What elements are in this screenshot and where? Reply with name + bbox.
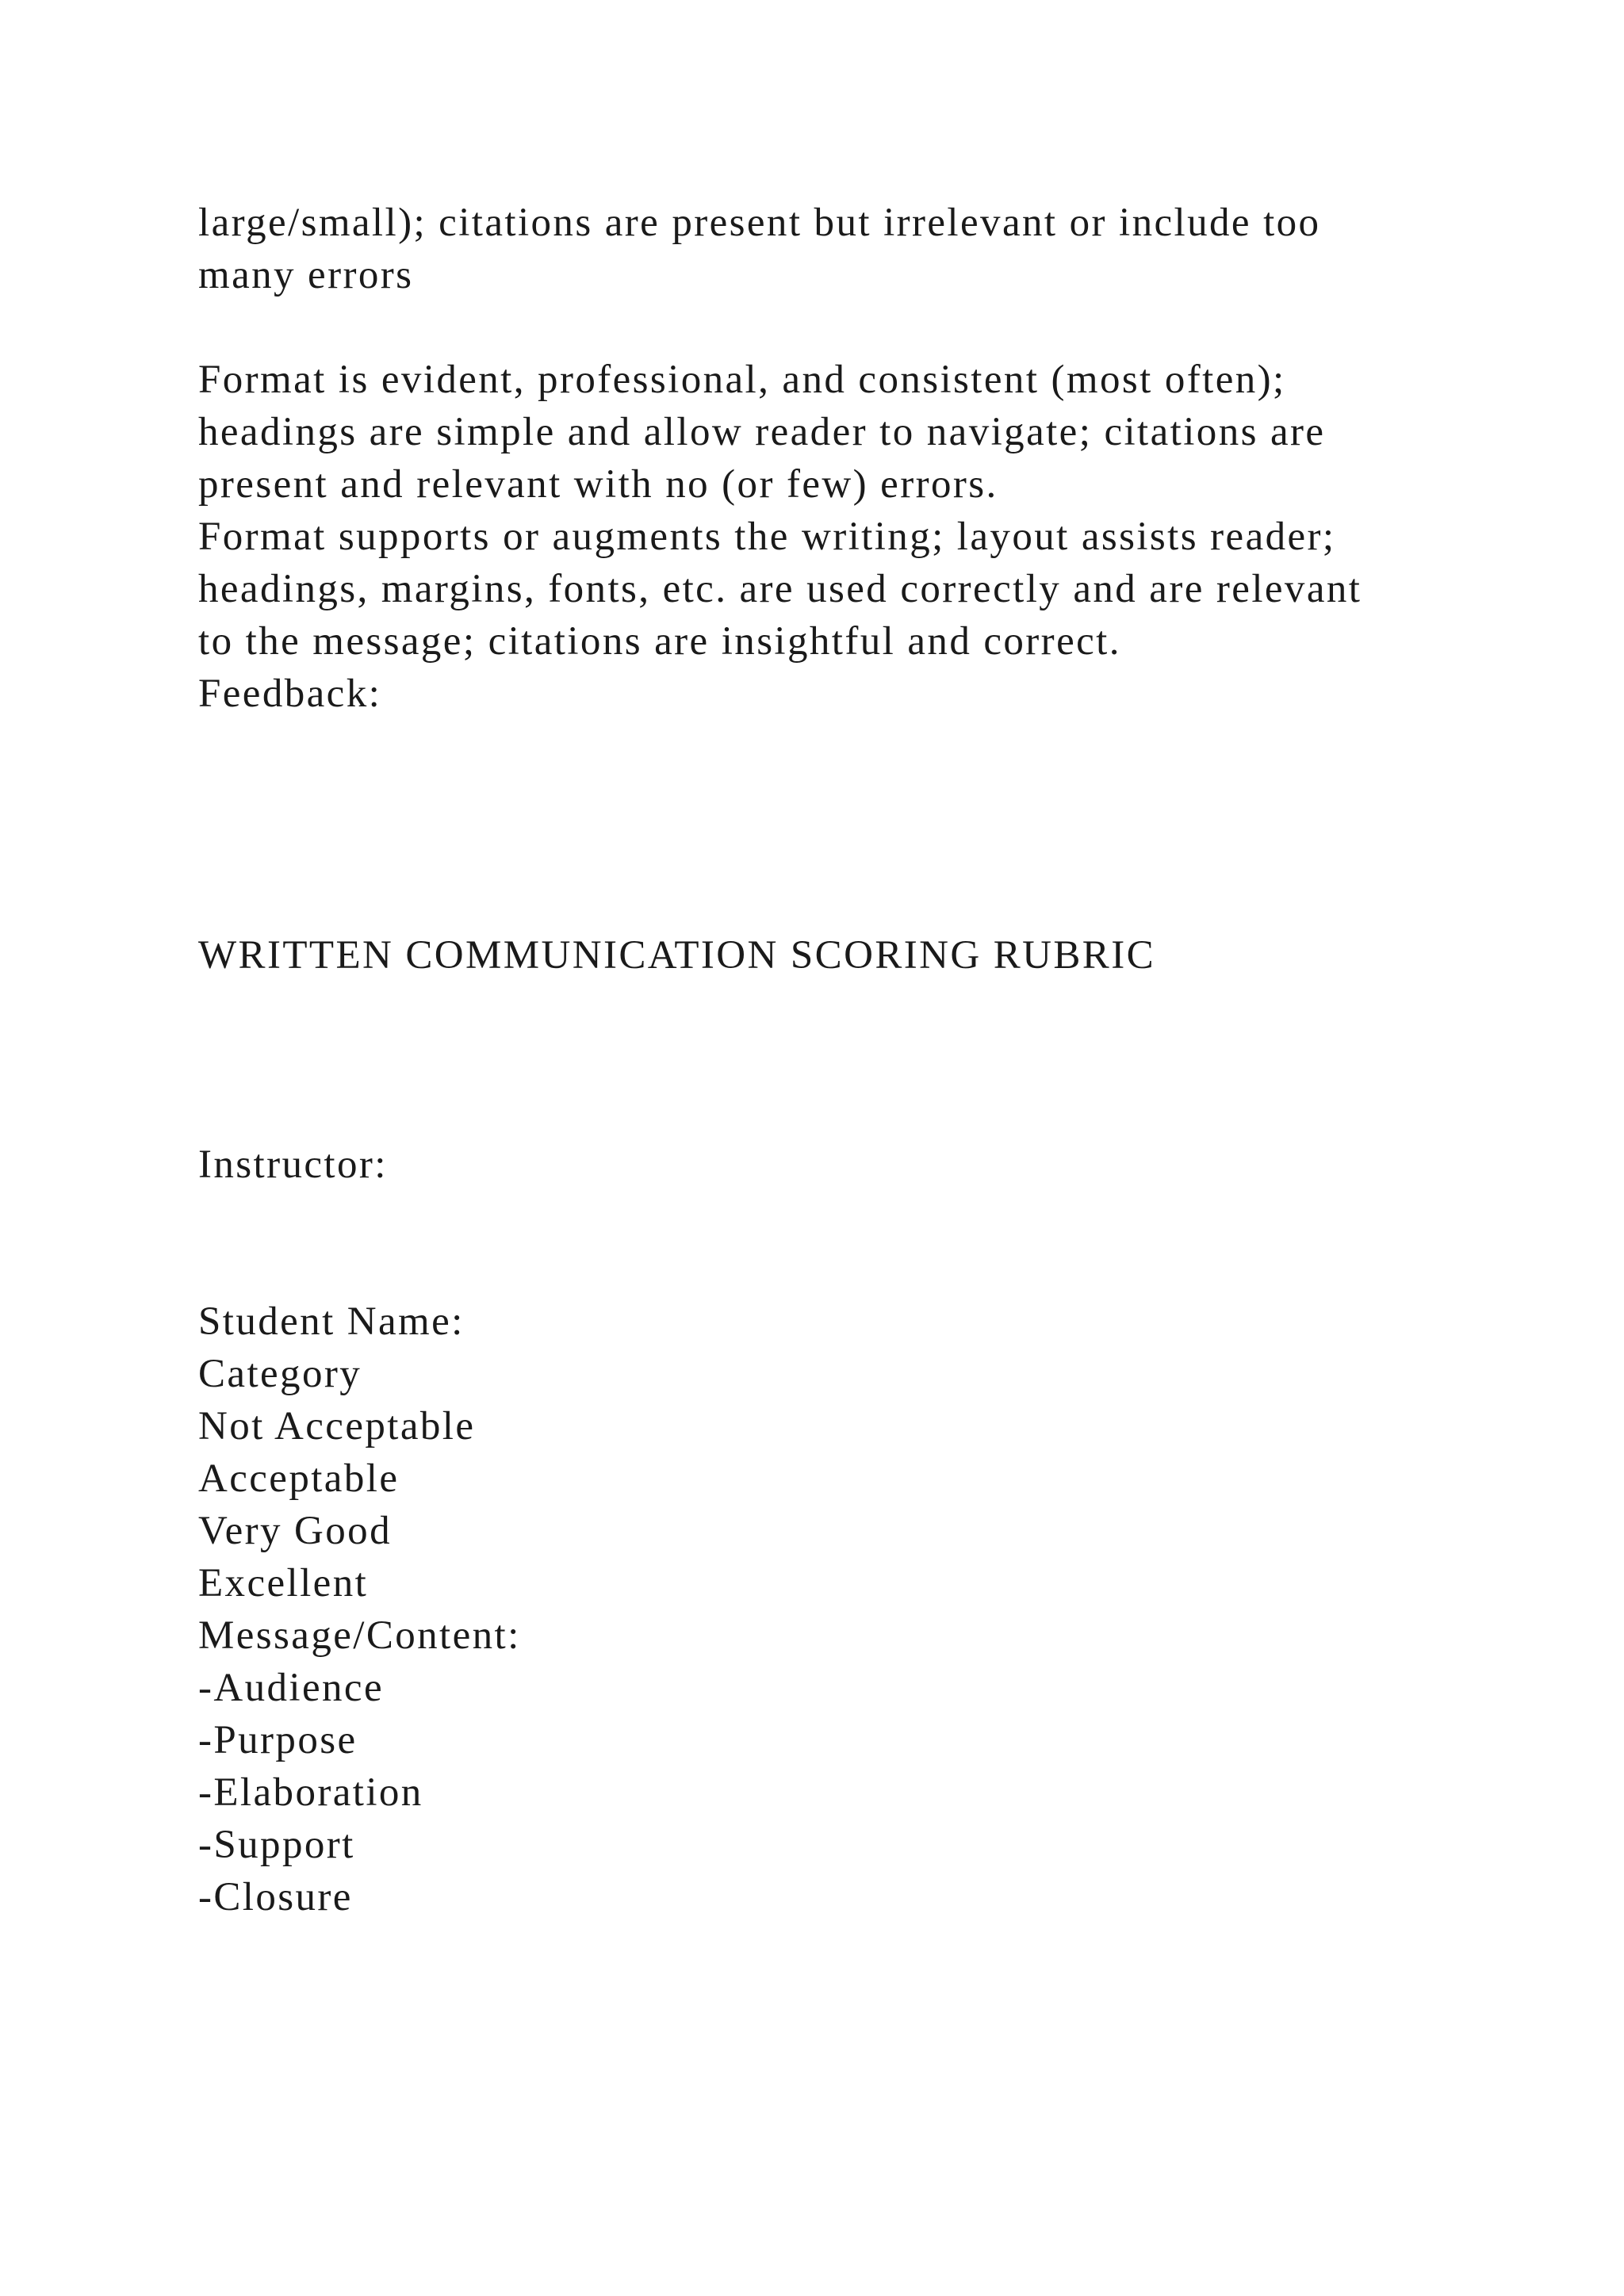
table-header-category: Category	[198, 1352, 362, 1396]
excellent-line-3: to the message; citations are insightful and correct.	[198, 619, 1121, 664]
message-content-item-purpose: -Purpose	[198, 1718, 358, 1762]
very-good-line-2: headings are simple and allow reader to navigate; citations are	[198, 410, 1326, 454]
message-content-item-support: -Support	[198, 1823, 355, 1867]
message-content-label: Message/Content:	[198, 1613, 521, 1658]
student-name-label: Student Name:	[198, 1299, 465, 1344]
rubric-title: WRITTEN COMMUNICATION SCORING RUBRIC	[198, 933, 1156, 978]
excellent-line-2: headings, margins, fonts, etc. are used correctly and are relevant	[198, 567, 1362, 611]
very-good-line-1: Format is evident, professional, and consistent (most often);	[198, 358, 1286, 402]
message-content-item-elaboration: -Elaboration	[198, 1770, 423, 1815]
table-header-excellent: Excellent	[198, 1561, 369, 1605]
message-content-item-audience: -Audience	[198, 1666, 384, 1710]
table-header-not-acceptable: Not Acceptable	[198, 1404, 476, 1448]
continuation-line-1: large/small); citations are present but irrelevant or include too	[198, 201, 1321, 245]
table-header-acceptable: Acceptable	[198, 1456, 400, 1501]
very-good-line-3: present and relevant with no (or few) errors.	[198, 462, 998, 507]
message-content-item-closure: -Closure	[198, 1875, 353, 1919]
table-header-very-good: Very Good	[198, 1509, 392, 1553]
continuation-line-2: many errors	[198, 253, 414, 297]
excellent-line-1: Format supports or augments the writing; layout assists reader;	[198, 515, 1336, 559]
instructor-label: Instructor:	[198, 1142, 388, 1187]
feedback-label: Feedback:	[198, 672, 382, 716]
